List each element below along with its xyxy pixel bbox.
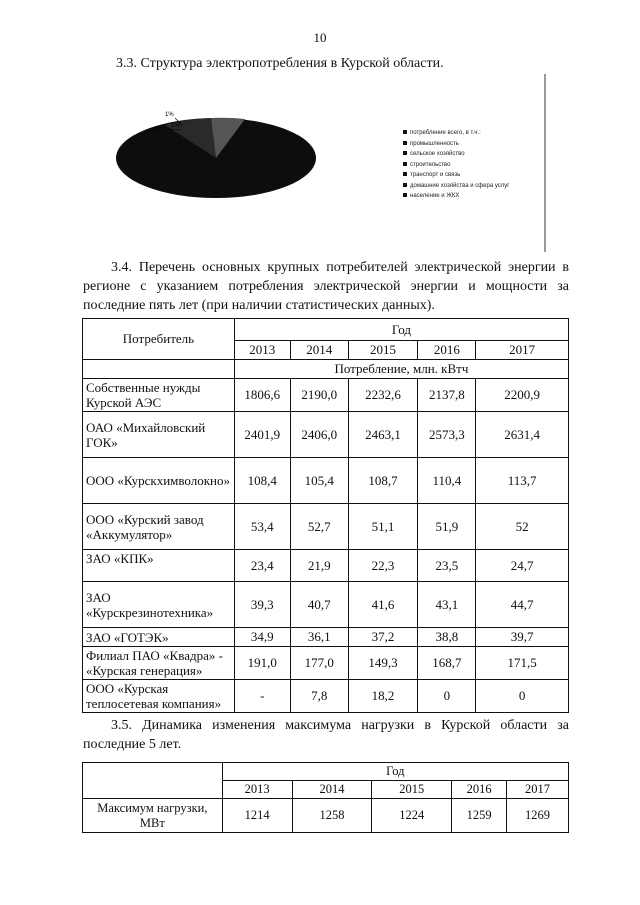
value-cell: 40,7 — [290, 582, 348, 628]
value-cell: 2137,8 — [418, 379, 476, 412]
pie-label-1: 1% — [165, 112, 174, 118]
legend-swatch — [403, 151, 407, 155]
value-cell: 38,8 — [418, 628, 476, 647]
consumer-name: ЗАО «ГОТЭК» — [83, 628, 235, 647]
year-cell: 2014 — [290, 341, 348, 360]
value-cell: - — [234, 680, 290, 713]
page-number: 10 — [313, 30, 327, 45]
value-cell: 23,5 — [418, 550, 476, 582]
year-cell: 2014 — [292, 781, 372, 799]
col-header-year: Год — [222, 763, 568, 781]
legend-label: сельское хозяйство — [410, 151, 465, 157]
value-cell: 7,8 — [290, 680, 348, 713]
year-cell: 2016 — [452, 781, 507, 799]
value-cell: 171,5 — [476, 647, 569, 680]
legend-item — [403, 149, 509, 160]
legend-swatch — [403, 130, 407, 134]
consumer-name: ООО «Курскхимволокно» — [83, 458, 235, 504]
legend-label: строительство — [410, 161, 451, 168]
consumer-name: Филиал ПАО «Квадра» - «Курская генерация» — [83, 647, 235, 680]
value-cell: 37,2 — [348, 628, 418, 647]
value-cell: 2232,6 — [348, 379, 418, 412]
value-cell: 18,2 — [348, 680, 418, 713]
consumer-name: Собственные нужды Курской АЭС — [83, 379, 235, 412]
empty-header-cell — [83, 763, 223, 799]
pie-label-2: 1% — [153, 127, 162, 133]
value-cell: 0 — [476, 680, 569, 713]
value-cell: 2573,3 — [418, 412, 476, 458]
table-row — [83, 550, 569, 582]
year-cell: 2017 — [476, 341, 569, 360]
pie-chart — [113, 74, 546, 252]
value-cell: 1269 — [507, 799, 569, 833]
value-cell: 1258 — [292, 799, 372, 833]
legend-label: промышленность — [410, 140, 459, 147]
consumer-name: ОАО «Михайловский ГОК» — [83, 412, 235, 458]
legend-label: население и ЖКХ — [410, 193, 460, 199]
legend-item — [403, 191, 509, 202]
max-load-table — [82, 762, 569, 833]
legend-label: домашние хозяйства и сфера услуг — [410, 182, 510, 189]
table-row — [83, 379, 569, 412]
col-header-consumer: Потребитель — [83, 319, 235, 360]
legend-swatch — [403, 193, 407, 197]
legend-swatch — [403, 172, 407, 176]
table-row — [83, 504, 569, 550]
value-cell: 105,4 — [290, 458, 348, 504]
value-cell: 51,9 — [418, 504, 476, 550]
legend-item — [403, 128, 509, 139]
value-cell: 44,7 — [476, 582, 569, 628]
consumer-name: ООО «Курский завод «Аккумулятор» — [83, 504, 235, 550]
value-cell: 51,1 — [348, 504, 418, 550]
value-cell: 39,7 — [476, 628, 569, 647]
year-cell: 2016 — [418, 341, 476, 360]
year-cell: 2017 — [507, 781, 569, 799]
value-cell: 43,1 — [418, 582, 476, 628]
value-cell: 23,4 — [234, 550, 290, 582]
value-cell: 168,7 — [418, 647, 476, 680]
year-cell: 2015 — [372, 781, 452, 799]
value-cell: 24,7 — [476, 550, 569, 582]
legend-swatch — [403, 141, 407, 145]
value-cell: 0 — [418, 680, 476, 713]
value-cell: 22,3 — [348, 550, 418, 582]
legend-item — [403, 181, 509, 192]
value-cell: 2200,9 — [476, 379, 569, 412]
value-cell: 149,3 — [348, 647, 418, 680]
table-row — [83, 582, 569, 628]
year-cell: 2015 — [348, 341, 418, 360]
empty-cell — [83, 360, 235, 379]
year-cell: 2013 — [222, 781, 292, 799]
value-cell: 1806,6 — [234, 379, 290, 412]
table-header-row — [83, 763, 569, 781]
legend-label: транспорт и связь — [410, 172, 461, 178]
section-3-3-heading: 3.3. Структура электропотребления в Курской области. — [116, 56, 444, 71]
pie-label-3: 1% — [171, 123, 180, 129]
legend-swatch — [403, 162, 407, 166]
row-label: Максимум нагрузки, МВт — [83, 799, 223, 833]
value-cell: 108,4 — [234, 458, 290, 504]
value-cell: 53,4 — [234, 504, 290, 550]
consumer-name: ЗАО «КПК» — [83, 550, 235, 582]
value-cell: 2190,0 — [290, 379, 348, 412]
value-cell: 52 — [476, 504, 569, 550]
legend-label: потребление всего, в т.ч.: — [410, 130, 481, 136]
value-cell: 177,0 — [290, 647, 348, 680]
legend-swatch — [403, 183, 407, 187]
value-cell: 1259 — [452, 799, 507, 833]
value-cell: 191,0 — [234, 647, 290, 680]
value-cell: 36,1 — [290, 628, 348, 647]
table-row — [83, 799, 569, 833]
value-cell: 1214 — [222, 799, 292, 833]
legend-item — [403, 170, 509, 181]
legend-item — [403, 160, 509, 171]
chart-legend — [403, 128, 509, 202]
value-cell: 113,7 — [476, 458, 569, 504]
table-row — [83, 458, 569, 504]
section-3-4-text: 3.4. Перечень основных крупных потребителей электрической энергии в регионе с указанием потребления электрической энергии и мощности за последние пять лет (при наличии статистических данных). — [83, 260, 569, 313]
table-unit-row — [83, 360, 569, 379]
table-row — [83, 647, 569, 680]
legend-item — [403, 139, 509, 150]
section-3-4-paragraph — [83, 258, 569, 315]
value-cell: 34,9 — [234, 628, 290, 647]
col-header-year: Год — [234, 319, 568, 341]
value-cell: 2401,9 — [234, 412, 290, 458]
value-cell: 41,6 — [348, 582, 418, 628]
value-cell: 21,9 — [290, 550, 348, 582]
table-header-row — [83, 319, 569, 341]
value-cell: 52,7 — [290, 504, 348, 550]
value-cell: 39,3 — [234, 582, 290, 628]
table-row — [83, 680, 569, 713]
value-cell: 2463,1 — [348, 412, 418, 458]
value-cell: 1224 — [372, 799, 452, 833]
value-cell: 108,7 — [348, 458, 418, 504]
consumer-name: ЗАО «Курскрезинотехника» — [83, 582, 235, 628]
unit-cell: Потребление, млн. кВтч — [234, 360, 568, 379]
table-row — [83, 628, 569, 647]
consumers-table — [82, 318, 569, 713]
consumer-name: ООО «Курская теплосетевая компания» — [83, 680, 235, 713]
value-cell: 2406,0 — [290, 412, 348, 458]
value-cell: 2631,4 — [476, 412, 569, 458]
section-3-5-paragraph: 3.5. Динамика изменения максимума нагрузки в Курской области за последние 5 лет. — [83, 718, 569, 752]
value-cell: 110,4 — [418, 458, 476, 504]
year-cell: 2013 — [234, 341, 290, 360]
table-row — [83, 412, 569, 458]
